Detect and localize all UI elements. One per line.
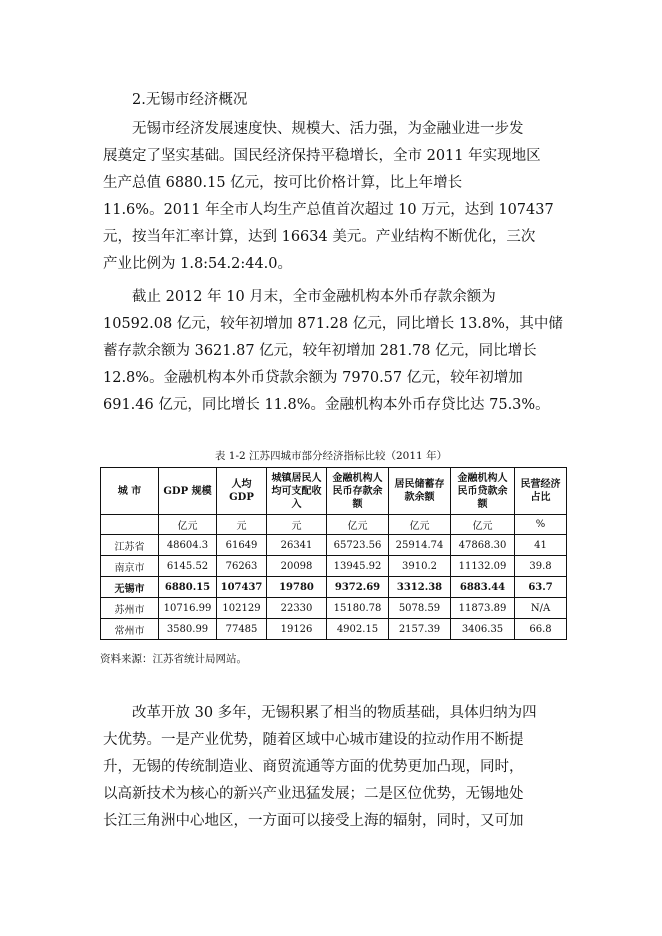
table-cell: 61649 xyxy=(217,535,267,556)
section-heading: 2.无锡市经济概况 xyxy=(132,92,248,108)
table-row-highlighted xyxy=(101,577,567,598)
table-cell: 25914.74 xyxy=(389,535,451,556)
table-cell: 65723.56 xyxy=(327,535,389,556)
unit-cell xyxy=(101,515,159,535)
text-line: 11.6%。2011 年全市人均生产总值首次超过 10 万元，达到 107437 xyxy=(103,202,554,218)
unit-cell: 亿元 xyxy=(327,515,389,535)
paragraph-advantages xyxy=(103,700,563,835)
table-units-row xyxy=(101,515,567,535)
table-cell: 11132.09 xyxy=(451,556,515,577)
table-row xyxy=(101,535,567,556)
table-cell: 10716.99 xyxy=(159,598,217,619)
table-cell: 5078.59 xyxy=(389,598,451,619)
table-source-note: 资料来源：江苏省统计局网站。 xyxy=(100,653,247,665)
text-line: 升，无锡的传统制造业、商贸流通等方面的优势更加凸现，同时， xyxy=(103,759,524,775)
table-cell: 47868.30 xyxy=(451,535,515,556)
table-cell: 48604.3 xyxy=(159,535,217,556)
text-line: 蓄存款余额为 3621.87 亿元，较年初增加 281.78 亿元，同比增长 xyxy=(103,343,537,359)
text-line: 大优势。一是产业优势，随着区域中心城市建设的拉动作用不断提 xyxy=(103,732,524,748)
table-cell: 常州市 xyxy=(101,619,159,640)
unit-cell: 亿元 xyxy=(451,515,515,535)
unit-cell: 亿元 xyxy=(389,515,451,535)
table-cell: 9372.69 xyxy=(327,577,389,598)
header-cell: 民营经济占比 xyxy=(515,468,567,515)
table-cell: 76263 xyxy=(217,556,267,577)
header-cell: GDP 规模 xyxy=(159,468,217,515)
unit-cell: % xyxy=(515,515,567,535)
table-row xyxy=(101,598,567,619)
header-cell: 金融机构人民币贷款余额 xyxy=(451,468,515,515)
text-line: 691.46 亿元，同比增长 11.8%。金融机构本外币存贷比达 75.3%。 xyxy=(103,397,550,413)
table-cell: 3406.35 xyxy=(451,619,515,640)
paragraph-economy-overview xyxy=(103,116,563,278)
table-cell: 77485 xyxy=(217,619,267,640)
table-cell: 107437 xyxy=(217,577,267,598)
table-cell: 6880.15 xyxy=(159,577,217,598)
header-cell: 城 市 xyxy=(101,468,159,515)
table-cell: 22330 xyxy=(267,598,327,619)
table-cell: 66.8 xyxy=(515,619,567,640)
table-cell: 4902.15 xyxy=(327,619,389,640)
table-cell: 15180.78 xyxy=(327,598,389,619)
paragraph-finance xyxy=(103,284,563,419)
text-line: 截止 2012 年 10 月末，全市金融机构本外币存款余额为 xyxy=(132,289,496,305)
text-line: 生产总值 6880.15 亿元，按可比价格计算，比上年增长 xyxy=(103,175,463,191)
table-cell: 39.8 xyxy=(515,556,567,577)
table-cell: 无锡市 xyxy=(101,577,159,598)
table-cell: N/A xyxy=(515,598,567,619)
table-cell: 苏州市 xyxy=(101,598,159,619)
table-row xyxy=(101,619,567,640)
table-cell: 3580.99 xyxy=(159,619,217,640)
unit-cell: 元 xyxy=(267,515,327,535)
table-cell: 3312.38 xyxy=(389,577,451,598)
table-header-row xyxy=(101,468,567,515)
text-line: 以高新技术为核心的新兴产业迅猛发展；二是区位优势，无锡地处 xyxy=(103,786,524,802)
header-cell: 城镇居民人均可支配收入 xyxy=(267,468,327,515)
text-line: 展奠定了坚实基础。国民经济保持平稳增长，全市 2011 年实现地区 xyxy=(103,148,541,164)
table-caption: 表 1-2 江苏四城市部分经济指标比较（2011 年） xyxy=(214,450,448,462)
text-line: 10592.08 亿元，较年初增加 871.28 亿元，同比增长 13.8%，其中储 xyxy=(103,316,563,332)
unit-cell: 元 xyxy=(217,515,267,535)
header-cell: 人均 GDP xyxy=(217,468,267,515)
text-line: 12.8%。金融机构本外币贷款余额为 7970.57 亿元，较年初增加 xyxy=(103,370,523,386)
table-cell: 20098 xyxy=(267,556,327,577)
header-cell: 居民储蓄存款余额 xyxy=(389,468,451,515)
table-cell: 26341 xyxy=(267,535,327,556)
table-cell: 102129 xyxy=(217,598,267,619)
table-cell: 19126 xyxy=(267,619,327,640)
table-cell: 3910.2 xyxy=(389,556,451,577)
table-cell: 2157.39 xyxy=(389,619,451,640)
table-cell: 6145.52 xyxy=(159,556,217,577)
unit-cell: 亿元 xyxy=(159,515,217,535)
economic-indicators-table xyxy=(100,467,567,640)
text-line: 无锡市经济发展速度快、规模大、活力强，为金融业进一步发 xyxy=(132,121,524,137)
table-cell: 南京市 xyxy=(101,556,159,577)
table-cell: 13945.92 xyxy=(327,556,389,577)
table-cell: 41 xyxy=(515,535,567,556)
table-cell: 11873.89 xyxy=(451,598,515,619)
text-line: 元，按当年汇率计算，达到 16634 美元。产业结构不断优化，三次 xyxy=(103,229,536,245)
table-cell: 6883.44 xyxy=(451,577,515,598)
text-line: 产业比例为 1.8:54.2:44.0。 xyxy=(103,256,293,272)
table-cell: 63.7 xyxy=(515,577,567,598)
table-cell: 江苏省 xyxy=(101,535,159,556)
text-line: 长江三角洲中心地区，一方面可以接受上海的辐射，同时，又可加 xyxy=(103,813,524,829)
header-cell: 金融机构人民币存款余额 xyxy=(327,468,389,515)
text-line: 改革开放 30 多年，无锡积累了相当的物质基础，具体归纳为四 xyxy=(132,705,537,721)
table-row xyxy=(101,556,567,577)
table-cell: 19780 xyxy=(267,577,327,598)
